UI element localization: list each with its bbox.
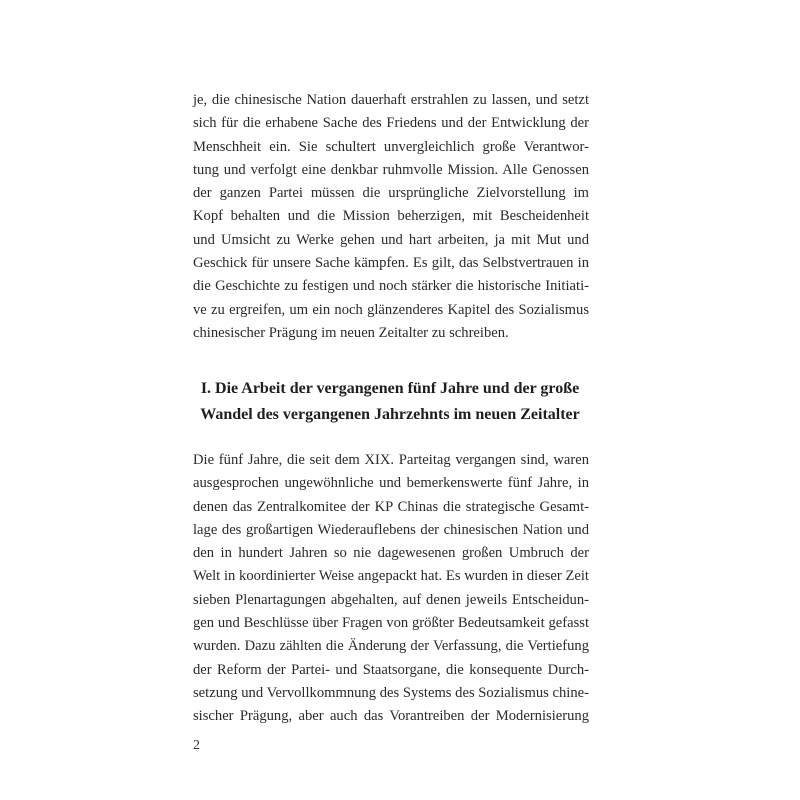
paragraph-line: Die fünf Jahre, die seit dem XIX. Parteitag vergangen sind, waren [193, 452, 589, 468]
paragraph-line: Geschick für unsere Sache kämpfen. Es gilt, das Selbstvertrauen in [193, 255, 589, 272]
paragraph-line: wurden. Dazu zählten die Änderung der Verfassung, die Vertiefung [193, 638, 589, 655]
paragraph-line: lage des großartigen Wiederauflebens der chinesischen Nation und [193, 521, 589, 538]
paragraph-line: chinesischer Prägung im neuen Zeitalter zu schreiben. [193, 324, 509, 341]
paragraph-line: der Reform der Partei- und Staatsorgane, die konsequente Durch- [193, 661, 589, 678]
paragraph-line: sischer Prägung, aber auch das Vorantreiben der Modernisierung [193, 708, 589, 725]
paragraph-line: ve zu ergreifen, um ein noch glänzenderes Kapitel des Sozialismus [193, 301, 589, 318]
paragraph-line: Menschheit ein. Sie schultert unvergleichlich große Verantwor- [193, 138, 589, 155]
paragraph-line: der ganzen Partei müssen die ursprüngliche Zielvorstellung im [193, 185, 589, 202]
paragraph-line: setzung und Vervollkommnung des Systems des Sozialismus chine- [193, 684, 589, 701]
paragraph-line: den in hundert Jahren so nie dagewesenen großen Umbruch der [193, 545, 589, 562]
section-heading-line-2: Wandel des vergangenen Jahrzehnts im neuen Zeitalter [200, 406, 580, 423]
paragraph-line: ausgesprochen ungewöhnliche und bemerkenswerte fünf Jahre, in [193, 475, 589, 492]
paragraph-line: tung und verfolgt eine denkbar ruhmvolle Mission. Alle Genossen [193, 161, 589, 178]
paragraph-line: gen und Beschlüsse über Fragen von größter Bedeutsamkeit gefasst [193, 615, 589, 632]
paragraph-line: sieben Plenartagungen abgehalten, auf denen jeweils Entscheidun- [193, 591, 589, 608]
section-heading [150, 376, 630, 428]
section-heading-line-1: I. Die Arbeit der vergangenen fünf Jahre und der große [200, 380, 580, 397]
paragraph-line: und Umsicht zu Werke gehen und hart arbeiten, ja mit Mut und [193, 231, 589, 248]
paragraph-line: Welt in koordinierter Weise angepackt hat. Es wurden in dieser Zeit [193, 568, 589, 585]
page-number: 2 [193, 738, 200, 753]
paragraph-line: die Geschichte zu festigen und noch stärker die historische Initiati- [193, 278, 589, 295]
paragraph-line: Kopf behalten und die Mission beherzigen, mit Bescheidenheit [193, 208, 589, 225]
paragraph-line: sich für die erhabene Sache des Friedens und der Entwicklung der [193, 115, 589, 132]
paragraph-2 [193, 449, 589, 729]
paragraph-1 [193, 89, 589, 345]
paragraph-line: je, die chinesische Nation dauerhaft erstrahlen zu lassen, und setzt [193, 92, 589, 108]
paragraph-line: denen das Zentralkomitee der KP Chinas die strategische Gesamt- [193, 498, 589, 515]
